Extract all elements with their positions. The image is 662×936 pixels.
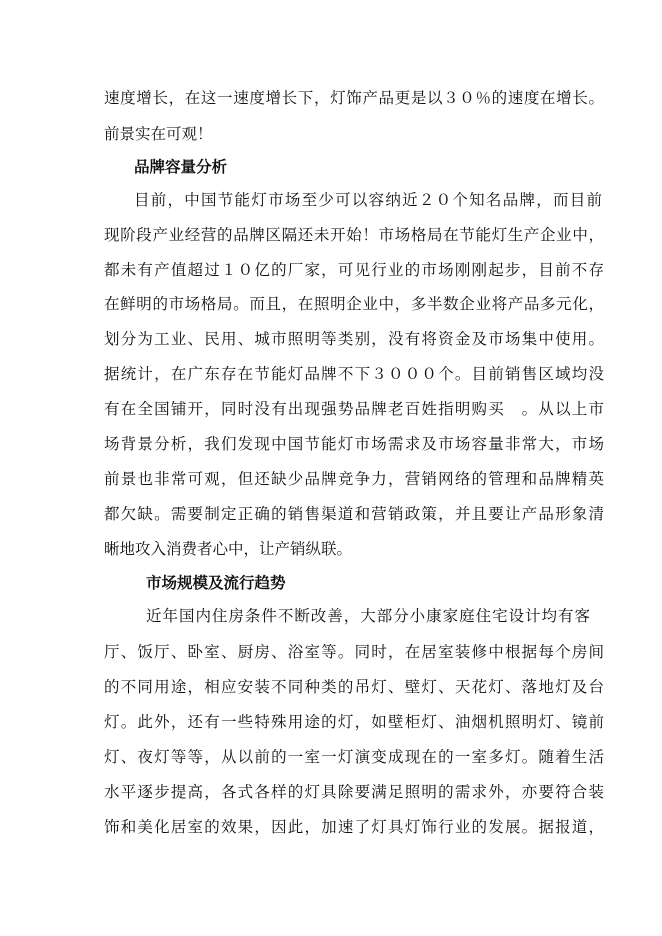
paragraph-line: 现阶段产业经营的品牌区隔还未开始！市场格局在节能灯生产企业中， [104,226,604,244]
paragraph-line: 晰地攻入消费者心中，让产销纵联。 [104,540,353,558]
paragraph-line: 有在全国铺开，同时没有出现强势品牌老百姓指明购买 。从以上市 [104,400,604,418]
paragraph-line: 灯。此外，还有一些特殊用途的灯，如壁柜灯、油烟机照明灯、镜前 [104,713,604,731]
paragraph-line: 都未有产值超过１０亿的厂家，可见行业的市场刚刚起步，目前不存 [104,261,604,279]
section-heading-market-scale: 市场规模及流行趋势 [146,574,286,592]
paragraph-line: 前景也非常可观，但还缺少品牌竞争力，营销网络的管理和品牌精英 [104,470,604,488]
paragraph-line: 速度增长，在这一速度增长下，灯饰产品更是以３０％的速度在增长。 [104,89,604,107]
paragraph-line: 饰和美化居室的效果，因此，加速了灯具灯饰行业的发展。据报道， [104,818,604,836]
paragraph-line: 的不同用途，相应安装不同种类的吊灯、壁灯、天花灯、落地灯及台 [104,678,604,696]
paragraph-line: 厅、饭厅、卧室、厨房、浴室等。同时，在居室装修中根据每个房间 [104,643,604,661]
section-heading-brand-capacity: 品牌容量分析 [134,158,228,176]
paragraph-line: 在鲜明的市场格局。而且，在照明企业中，多半数企业将产品多元化， [104,295,604,313]
paragraph-line: 划分为工业、民用、城市照明等类别，没有将资金及市场集中使用。 [104,330,604,348]
paragraph-line: 灯、夜灯等等，从以前的一室一灯演变成现在的一室多灯。随着生活 [104,748,604,766]
paragraph-line: 据统计，在广东存在节能灯品牌不下３０００个。目前销售区域均没 [104,365,604,383]
paragraph-line: 场背景分析，我们发现中国节能灯市场需求及市场容量非常大，市场 [104,435,604,453]
paragraph-line: 目前，中国节能灯市场至少可以容纳近２０个知名品牌，而目前 [134,191,602,209]
paragraph-line: 都欠缺。需要制定正确的销售渠道和营销政策，并且要让产品形象清 [104,505,604,523]
paragraph-line: 水平逐步提高，各式各样的灯具除要满足照明的需求外，亦要符合装 [104,783,604,801]
paragraph-line: 近年国内住房条件不断改善，大部分小康家庭住宅设计均有客 [146,607,590,625]
paragraph-line: 前景实在可观！ [104,125,213,143]
